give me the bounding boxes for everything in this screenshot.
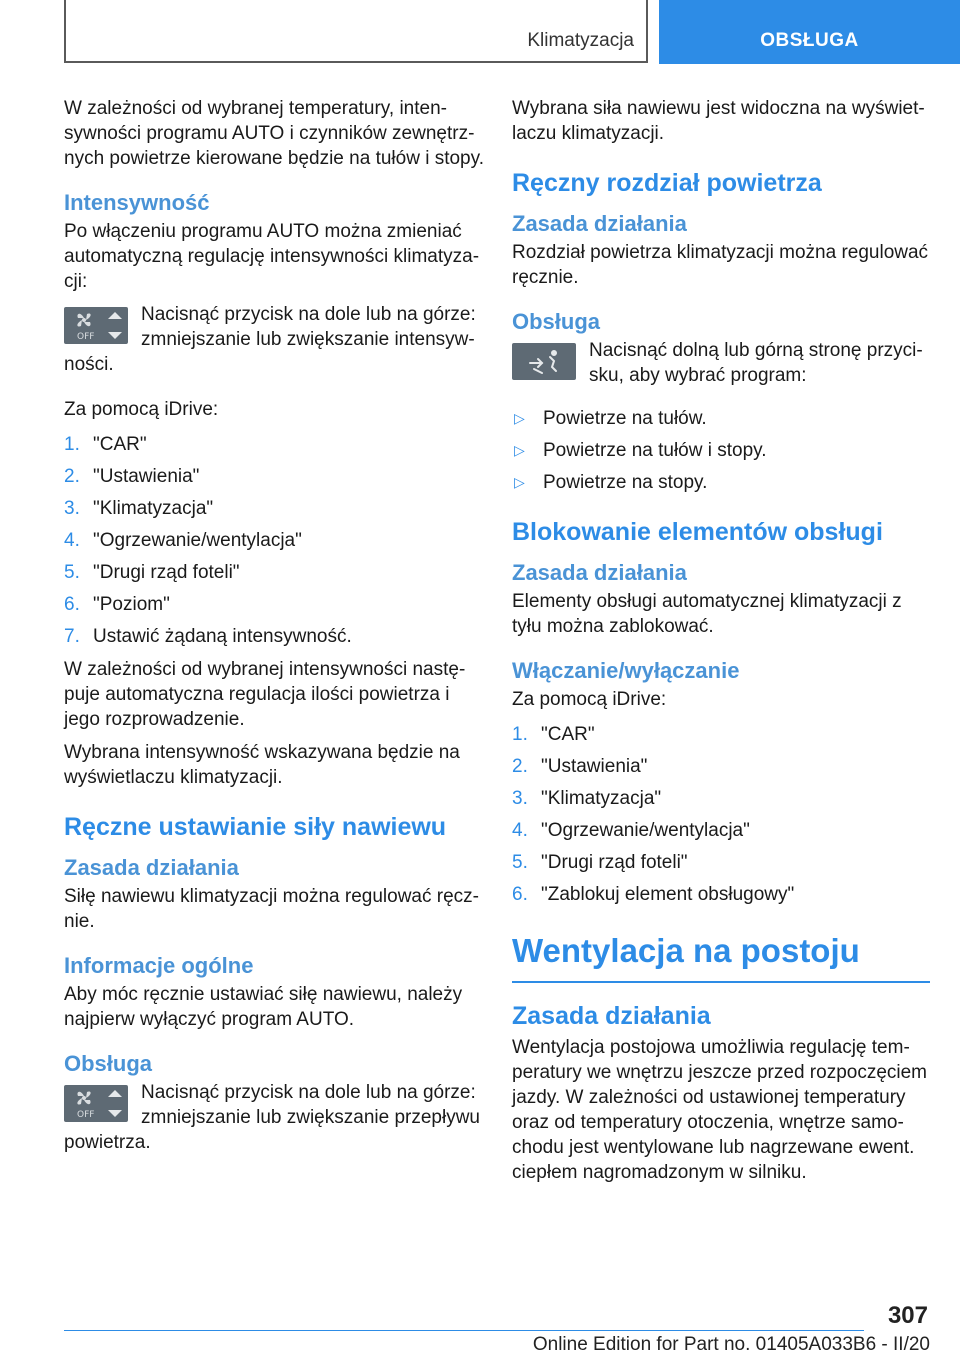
ventilation-heading: Wentylacja na postoju [512, 929, 930, 983]
list-item: 6. "Poziom" [64, 594, 170, 615]
edition-footer: Online Edition for Part no. 01405A033B6 - II/20 [532, 1334, 930, 1355]
distribution-button-instruction [512, 338, 930, 396]
list-item: ▷ Powietrze na tułów i stopy. [514, 440, 767, 461]
triangle-bullet-icon: ▷ [514, 442, 525, 458]
intensity-after-2: Wybrana intensywność wskazywana będzie na wyświetlaczu klimatyzacji. [64, 742, 460, 788]
footer-divider [64, 1330, 864, 1331]
fan-display-text: Wybrana siła nawiewu jest widoczna na wyświetlaczu klimatyzacji. [512, 98, 925, 144]
ventilation-text: Wentylacja postojowa umożliwia regulację temperatury we wnętrzu jeszcze przed rozpoczęciem jazdy. W zależności od ustawionej temperatury oraz od temperatury otoczenia, wnętrze samochodu jest wentylowane lub nagrzewane ewent. ciepłem nagromadzonym w silniku. [512, 1037, 928, 1183]
list-item: 1. "CAR" [512, 724, 595, 745]
list-item: ▷ Powietrze na stopy. [514, 472, 708, 493]
section-tab [659, 0, 960, 64]
air-distribution-button-icon [512, 343, 576, 380]
intensity-button-instruction [64, 302, 484, 385]
intensity-heading: Intensywność [64, 190, 210, 215]
operation-text: Nacisnąć przycisk na dole lub na górze: zmniejszanie lub zwiększanie przepływu powietrza. [64, 1082, 480, 1153]
intensity-after-1: W zależności od wybranej intensywności następuje automatyczna regulacja ilości powietrza i jego rozprowadzenie. [64, 659, 466, 730]
page-number: 307 [887, 1302, 928, 1329]
distribution-principle-text: Rozdział powietrza klimatyzacji można regulować ręcznie. [512, 242, 929, 288]
chapter-title: Klimatyzacja [527, 30, 634, 51]
fan-principle-heading: Zasada działania [64, 855, 239, 880]
intensity-paragraph: Po włączeniu programu AUTO można zmieniać automatyczną regulację intensywności klimatyzacji: [64, 221, 480, 292]
list-item: 3. "Klimatyzacja" [64, 498, 214, 519]
list-item: 6. "Zablokuj element obsługowy" [512, 884, 795, 905]
intensity-button-text: Nacisnąć przycisk na dole lub na górze: zmniejszanie lub zwiększanie intensywności. [64, 304, 476, 375]
fan-button-off-label: OFF [77, 1110, 95, 1120]
idrive-label: Za pomocą iDrive: [512, 689, 667, 710]
distribution-options [512, 406, 930, 495]
ventilation-principle-heading: Zasada działania [512, 1002, 711, 1030]
header-chapter-box [64, 0, 648, 63]
idrive-label: Za pomocą iDrive: [64, 399, 219, 420]
distribution-principle-heading: Zasada działania [512, 211, 687, 236]
distribution-operation-heading: Obsługa [512, 309, 601, 334]
section-title: OBSŁUGA [760, 30, 859, 51]
lock-principle-heading: Zasada działania [512, 560, 687, 585]
list-item: 5. "Drugi rząd foteli" [64, 562, 240, 583]
fan-off-up-down-button-icon [64, 1085, 128, 1122]
intro-paragraph: W zależności od wybranej temperatury, intensywności programu AUTO i czynników zewnętrznych powietrze kierowane będzie na tułów i stopy. [64, 98, 484, 169]
list-item: 1. "CAR" [64, 434, 147, 455]
distribution-heading: Ręczny rozdział powietrza [512, 169, 822, 197]
list-item: 4. "Ogrzewanie/wentylacja" [512, 820, 750, 841]
distribution-operation-text: Nacisnąć dolną lub górną stronę przycisku, aby wybrać program: [589, 340, 923, 386]
list-item: 3. "Klimatyzacja" [512, 788, 662, 809]
triangle-bullet-icon: ▷ [514, 474, 525, 490]
fan-heading: Ręczne ustawianie siły nawiewu [64, 813, 447, 841]
fan-button-instruction [64, 1080, 484, 1163]
lock-heading: Blokowanie elementów obsługi [512, 518, 883, 546]
right-column [512, 96, 930, 1193]
operation-heading: Obsługa [64, 1051, 153, 1076]
general-text: Aby móc ręcznie ustawiać siłę nawiewu, należy najpierw wyłączyć program AUTO. [64, 984, 463, 1030]
list-item: 2. "Ustawienia" [512, 756, 648, 777]
list-item: 5. "Drugi rząd foteli" [512, 852, 688, 873]
left-column [64, 96, 484, 1163]
list-item: 7. Ustawić żądaną intensywność. [64, 626, 352, 647]
onoff-heading: Włączanie/wyłączanie [512, 658, 740, 683]
list-item: 4. "Ogrzewanie/wentylacja" [64, 530, 302, 551]
lock-principle-text: Elementy obsługi automatycznej klimatyzacji z tyłu można zablokować. [512, 591, 902, 637]
general-heading: Informacje ogólne [64, 953, 254, 978]
triangle-bullet-icon: ▷ [514, 410, 525, 426]
intensity-steps [64, 432, 484, 649]
fan-button-off-label: OFF [77, 332, 95, 342]
list-item: 2. "Ustawienia" [64, 466, 200, 487]
list-item: ▷ Powietrze na tułów. [514, 408, 707, 429]
fan-off-up-down-button-icon [64, 307, 128, 344]
fan-principle-text: Siłę nawiewu klimatyzacji można regulować ręcznie. [64, 886, 479, 932]
lock-steps [512, 722, 930, 907]
